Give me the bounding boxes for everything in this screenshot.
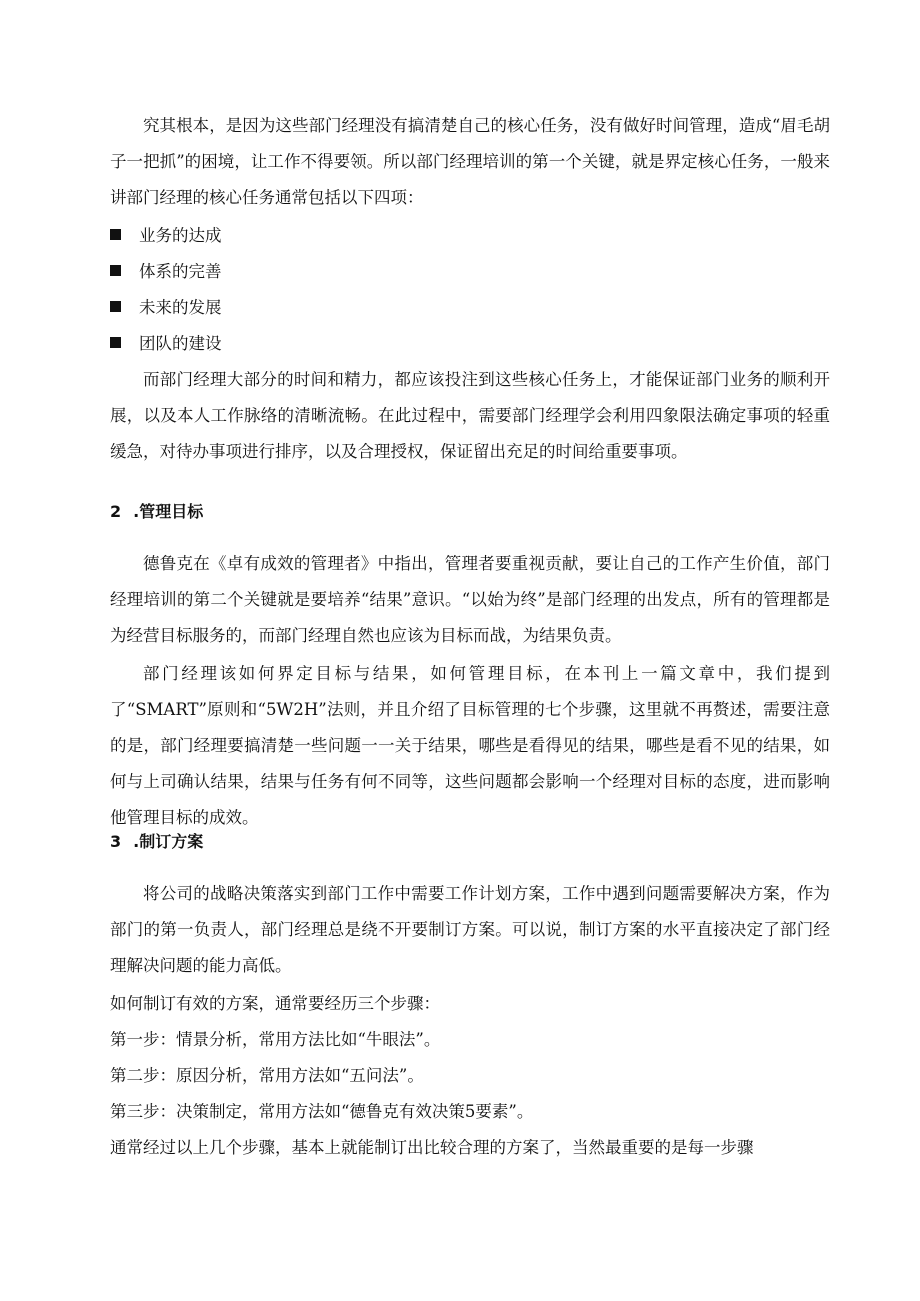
paragraph-strategy: 将公司的战略决策落实到部门工作中需要工作计划方案，工作中遇到问题需要解决方案，作为部门的第一负责人，部门经理总是绕不开要制订方案。可以说，制订方案的水平直接决定了部门经理解决问题的能力高低。 — [110, 884, 830, 975]
square-bullet-icon — [110, 265, 121, 276]
paragraph-drucker: 德鲁克在《卓有成效的管理者》中指出，管理者要重视贡献，要让自己的工作产生价值，部门经理培训的第二个关键就是要培养“结果”意识。“以始为终”是部门经理的出发点，所有的管理都是为经营目标服务的，而部门经理自然也应该为目标而战，为结果负责。 — [110, 554, 830, 645]
section-title: .管理目标 — [133, 502, 204, 521]
square-bullet-icon — [110, 337, 121, 348]
bullet-text: 团队的建设 — [139, 334, 222, 353]
bullet-item — [110, 218, 222, 254]
paragraph-conclusion: 通常经过以上几个步骤，基本上就能制订出比较合理的方案了，当然最重要的是每一步骤 — [110, 1138, 754, 1157]
square-bullet-icon — [110, 301, 121, 312]
step-two: 第二步：原因分析，常用方法如“五问法”。 — [110, 1066, 424, 1085]
section-number: 3 — [110, 832, 122, 851]
step-three: 第三步：决策制定，常用方法如“德鲁克有效决策5要素”。 — [110, 1102, 534, 1121]
bullet-text: 体系的完善 — [139, 262, 222, 281]
bullet-item — [110, 254, 222, 290]
bullet-item — [110, 290, 222, 326]
paragraph-steps-intro: 如何制订有效的方案，通常要经历三个步骤： — [110, 994, 440, 1013]
paragraph-time-energy: 而部门经理大部分的时间和精力，都应该投注到这些核心任务上，才能保证部门业务的顺利开展，以及本人工作脉络的清晰流畅。在此过程中，需要部门经理学会利用四象限法确定事项的轻重缓急，对待办事项进行排序，以及合理授权，保证留出充足的时间给重要事项。 — [110, 370, 830, 461]
paragraph-core-tasks: 究其根本，是因为这些部门经理没有搞清楚自己的核心任务，没有做好时间管理，造成“眉毛胡子一把抓”的困境，让工作不得要领。所以部门经理培训的第一个关键，就是界定核心任务，一般来讲部门经理的核心任务通常包括以下四项： — [110, 116, 830, 207]
bullet-text: 未来的发展 — [139, 298, 222, 317]
section-number: 2 — [110, 502, 122, 521]
section-heading-make-plans — [110, 830, 203, 854]
step-one: 第一步：情景分析，常用方法比如“牛眼法”。 — [110, 1030, 441, 1049]
paragraph-define-goals: 部门经理该如何界定目标与结果，如何管理目标，在本刊上一篇文章中，我们提到了“SMART”原则和“5W2H”法则，并且介绍了目标管理的七个步骤，这里就不再赘述，需要注意的是，部门经理要搞清楚一些问题一一关于结果，哪些是看得见的结果，哪些是看不见的结果，如何与上司确认结果，结果与任务有何不同等，这些问题都会影响一个经理对目标的态度，进而影响他管理目标的成效。 — [110, 664, 830, 827]
bullet-text: 业务的达成 — [139, 226, 222, 245]
square-bullet-icon — [110, 229, 121, 240]
bullet-item — [110, 326, 222, 362]
section-heading-manage-goals — [110, 500, 203, 524]
section-title: .制订方案 — [133, 832, 204, 851]
